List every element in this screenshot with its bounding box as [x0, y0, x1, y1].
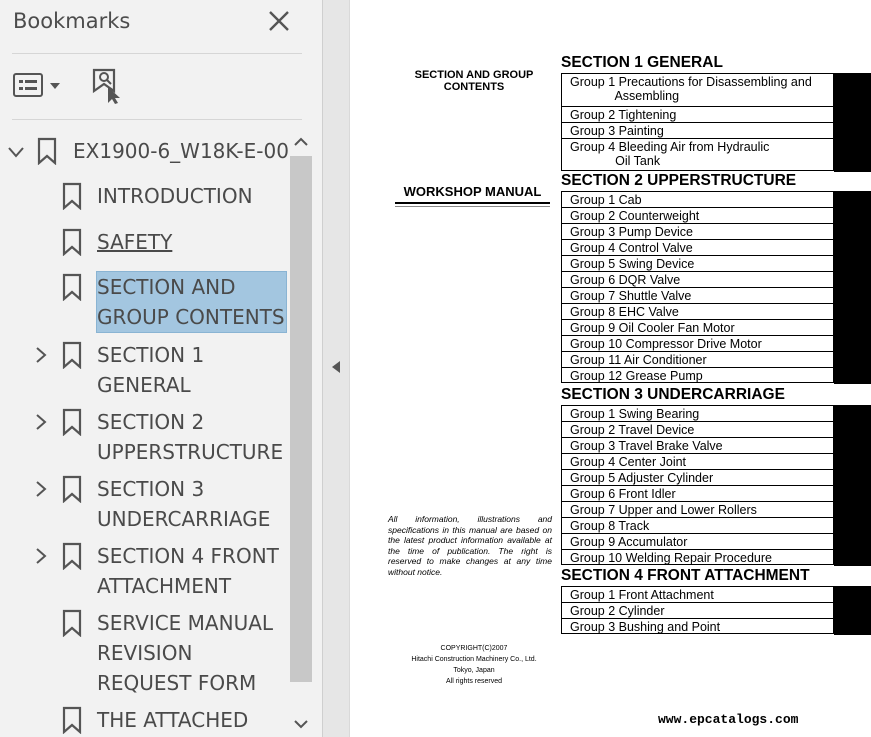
index-tab: [834, 223, 871, 240]
group-row: [561, 618, 834, 634]
group-row: [561, 303, 834, 319]
group-row: [561, 405, 834, 421]
bookmark-label: SECTION 3 UNDERCARRIAGE: [97, 477, 271, 531]
expand-toggle[interactable]: [8, 144, 24, 160]
bookmark-item-section-1[interactable]: [0, 340, 290, 400]
group-row: [561, 319, 834, 335]
website-watermark: www.epcatalogs.com: [658, 712, 799, 727]
index-tab: [834, 207, 871, 224]
group-label: Group 3 Travel Brake Valve: [570, 439, 723, 453]
group-label: Group 12 Grease Pump: [570, 369, 703, 383]
group-label: Group 3 Painting: [570, 124, 664, 138]
group-label: Group 1 Precautions for Disassembling and Assembling: [570, 75, 812, 103]
index-tab: [834, 586, 871, 603]
bookmark-label-selected: SECTION AND GROUP CONTENTS: [97, 272, 286, 332]
title-rule: [395, 202, 550, 204]
index-tab: [834, 517, 871, 534]
divider-line: [12, 119, 302, 120]
chevron-up-icon: [292, 134, 310, 150]
group-row: [561, 586, 834, 602]
group-label: Group 4 Control Valve: [570, 241, 693, 255]
index-tab: [834, 618, 871, 635]
index-tab: [834, 303, 871, 320]
bookmark-label: SECTION 2 UPPERSTRUCTURE: [97, 410, 284, 464]
group-label: Group 2 Cylinder: [570, 604, 665, 618]
group-row: [561, 437, 834, 453]
section-heading: SECTION 1 GENERAL: [561, 54, 723, 71]
group-row: [561, 517, 834, 533]
index-tab: [834, 138, 871, 172]
bookmark-item-safety[interactable]: [0, 227, 290, 257]
index-tab: [834, 469, 871, 486]
toc-label: SECTION AND GROUP CONTENTS: [414, 69, 534, 93]
index-tab: [834, 437, 871, 454]
index-tab: [834, 501, 871, 518]
group-row: [561, 549, 834, 565]
group-row: [561, 351, 834, 367]
close-icon: [266, 8, 292, 34]
group-row: [561, 485, 834, 501]
scroll-down-button[interactable]: [292, 716, 310, 732]
group-label: Group 7 Shuttle Valve: [570, 289, 692, 303]
title-rule: [395, 206, 550, 207]
bookmark-label: THE ATTACHED: [97, 708, 249, 732]
group-row: [561, 335, 834, 351]
disclaimer-text: All information, illustrations and specifications in this manual are based on the latest product information available at the time of publication. The right is reserved to make changes at any time without notice.: [388, 514, 552, 577]
bookmark-icon: [62, 341, 82, 369]
bookmark-label: INTRODUCTION: [97, 184, 253, 208]
scroll-up-button[interactable]: [292, 134, 310, 150]
bookmark-item-section-2[interactable]: [0, 407, 290, 467]
group-row: [561, 453, 834, 469]
expand-toggle[interactable]: [33, 347, 49, 363]
bookmark-label: SECTION 4 FRONT ATTACHMENT: [97, 544, 279, 598]
group-label: Group 8 EHC Valve: [570, 305, 679, 319]
group-row: [561, 207, 834, 223]
bookmark-icon: [62, 609, 82, 637]
group-label: Group 1 Swing Bearing: [570, 407, 700, 421]
group-label: Group 11 Air Conditioner: [570, 353, 707, 367]
bookmark-icon: [62, 542, 82, 570]
group-row: [561, 287, 834, 303]
group-label: Group 2 Counterweight: [570, 209, 700, 223]
group-label: Group 2 Travel Device: [570, 423, 695, 437]
group-label: Group 6 DQR Valve: [570, 273, 681, 287]
index-tab: [834, 319, 871, 336]
index-tab: [834, 335, 871, 352]
group-label: Group 9 Accumulator: [570, 535, 688, 549]
group-label: Group 5 Swing Device: [570, 257, 695, 271]
find-current-bookmark-button[interactable]: [90, 67, 126, 105]
index-tab: [834, 533, 871, 550]
index-tab: [834, 271, 871, 288]
bookmark-item-section-3[interactable]: [0, 474, 290, 534]
group-row: [561, 73, 834, 106]
expand-toggle[interactable]: [33, 481, 49, 497]
chevron-down-icon: [292, 716, 310, 732]
bookmark-icon: [62, 273, 82, 301]
chevron-down-icon: [8, 144, 24, 160]
section-heading: SECTION 2 UPPERSTRUCTURE: [561, 172, 797, 189]
group-row: [561, 602, 834, 618]
group-row: [561, 501, 834, 517]
index-tab: [834, 287, 871, 304]
group-row: [561, 367, 834, 383]
group-label: Group 10 Compressor Drive Motor: [570, 337, 762, 351]
expand-toggle[interactable]: [33, 548, 49, 564]
bookmark-item-root[interactable]: [0, 136, 290, 166]
divider-line: [12, 53, 302, 54]
bookmark-item-section-4[interactable]: [0, 541, 290, 601]
document-page: [350, 0, 871, 737]
group-label: Group 3 Pump Device: [570, 225, 693, 239]
group-label: Group 4 Bleeding Air from Hydraulic Oil Tank: [570, 140, 770, 168]
index-tab: [834, 485, 871, 502]
collapse-panel-button[interactable]: [331, 360, 341, 374]
find-current-bookmark-icon: [90, 67, 126, 105]
bookmark-tree: [0, 128, 290, 737]
bookmark-item-introduction[interactable]: [0, 181, 290, 211]
group-row: [561, 239, 834, 255]
section-heading: SECTION 4 FRONT ATTACHMENT: [561, 567, 810, 584]
index-tab: [834, 549, 871, 566]
index-tab: [834, 351, 871, 368]
group-label: Group 6 Front Idler: [570, 487, 676, 501]
expand-toggle[interactable]: [33, 414, 49, 430]
index-tab: [834, 453, 871, 470]
index-tab: [834, 405, 871, 422]
index-tab: [834, 255, 871, 272]
bookmarks-panel: [0, 0, 322, 737]
index-tab: [834, 191, 871, 208]
index-tab: [834, 421, 871, 438]
index-tab: [834, 367, 871, 384]
bookmark-label: SERVICE MANUAL REVISION REQUEST FORM: [97, 611, 274, 695]
bookmark-item-section-and-group-contents[interactable]: [0, 272, 290, 332]
group-row: [561, 533, 834, 549]
bookmark-icon: [62, 228, 82, 256]
scrollbar-thumb[interactable]: [290, 156, 312, 682]
index-tab: [834, 106, 871, 123]
close-panel-button[interactable]: [266, 8, 292, 34]
group-label: Group 8 Track: [570, 519, 650, 533]
bookmark-item-the-attached[interactable]: [0, 705, 290, 735]
group-row: [561, 469, 834, 485]
panel-title: Bookmarks: [13, 9, 131, 33]
bookmark-item-service-manual-revision[interactable]: [0, 608, 290, 698]
chevron-right-icon: [33, 481, 49, 497]
group-row: [561, 421, 834, 437]
group-row: [561, 191, 834, 207]
bookmark-options-icon: [12, 70, 64, 102]
bookmark-label: SAFETY: [97, 230, 173, 254]
group-label: Group 5 Adjuster Cylinder: [570, 471, 714, 485]
group-row: [561, 122, 834, 138]
bookmark-label: SECTION 1 GENERAL: [97, 343, 205, 397]
chevron-right-icon: [33, 414, 49, 430]
bookmark-icon: [62, 408, 82, 436]
group-label: Group 1 Front Attachment: [570, 588, 714, 602]
group-row: [561, 255, 834, 271]
section-heading: SECTION 3 UNDERCARRIAGE: [561, 386, 785, 403]
copyright-text: COPYRIGHT(C)2007 Hitachi Construction Machinery Co., Ltd. Tokyo, Japan All rights reserved: [411, 645, 537, 685]
index-tab: [834, 239, 871, 256]
group-label: Group 3 Bushing and Point: [570, 620, 721, 634]
group-row: [561, 271, 834, 287]
index-tab: [834, 73, 871, 107]
group-label: Group 4 Center Joint: [570, 455, 687, 469]
group-label: Group 2 Tightening: [570, 108, 677, 122]
bookmark-options-button[interactable]: [12, 70, 64, 102]
index-tab: [834, 122, 871, 139]
group-label: Group 7 Upper and Lower Rollers: [570, 503, 757, 517]
group-label: Group 1 Cab: [570, 193, 642, 207]
chevron-right-icon: [33, 548, 49, 564]
group-label: Group 9 Oil Cooler Fan Motor: [570, 321, 735, 335]
bookmark-icon: [62, 706, 82, 734]
group-row: [561, 106, 834, 122]
bookmark-icon: [62, 182, 82, 210]
group-row: [561, 223, 834, 239]
group-label: Group 10 Welding Repair Procedure: [570, 551, 772, 565]
group-row: [561, 138, 834, 171]
manual-title: WORKSHOP MANUAL: [403, 184, 542, 199]
bookmark-icon: [37, 137, 57, 165]
chevron-right-icon: [33, 347, 49, 363]
triangle-left-icon: [331, 360, 341, 374]
bookmark-label: EX1900-6_W18K-E-00: [73, 139, 289, 163]
index-tab: [834, 602, 871, 619]
bookmark-icon: [62, 475, 82, 503]
